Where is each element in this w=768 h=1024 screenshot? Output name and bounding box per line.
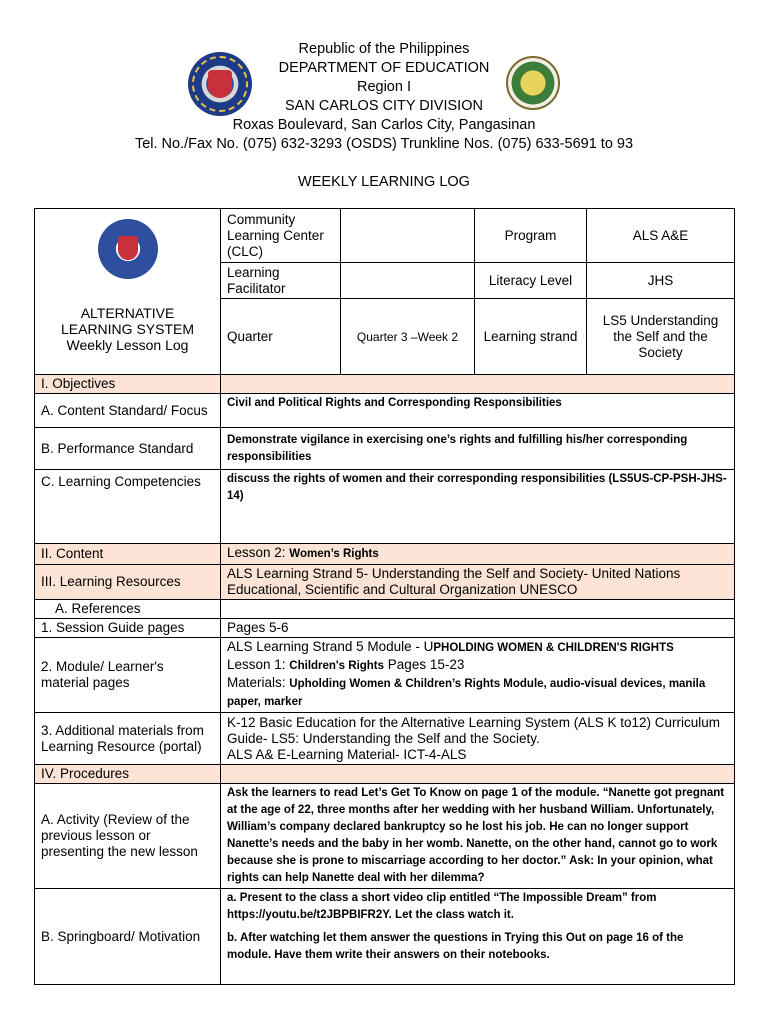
clc-value — [341, 209, 475, 263]
performance-standard-value: Demonstrate vigilance in exercising one’s rights and fulfilling his/her corresponding responsibilities — [221, 428, 735, 470]
module-materials-label: Materials: — [227, 675, 290, 690]
quarter-label: Quarter — [221, 299, 341, 375]
resources-heading: III. Learning Resources — [35, 565, 221, 600]
session-guide-value: Pages 5-6 — [221, 619, 735, 638]
strand-value: LS5 Understanding the Self and the Society — [587, 299, 735, 375]
references-label: A. References — [35, 600, 221, 619]
als-title-line1: ALTERNATIVE — [80, 305, 175, 321]
objectives-heading: I. Objectives — [35, 375, 221, 394]
header-line-division: SAN CARLOS CITY DIVISION — [285, 98, 483, 114]
literacy-value: JHS — [587, 263, 735, 299]
header-line-department: DEPARTMENT OF EDUCATION — [278, 60, 490, 76]
procedures-heading: IV. Procedures — [35, 765, 221, 784]
springboard-step-a: a. Present to the class a short video clip entitled “The Impossible Dream” from https://youtu.be/t2JBPBIFR2Y. Let the class watch it. — [227, 892, 657, 921]
additional-materials-value — [221, 713, 735, 765]
als-logo-cell — [35, 209, 221, 375]
resources-value: ALS Learning Strand 5- Understanding the Self and Society- United Nations Educational, Scientific and Cultural Organization UNESCO — [221, 565, 735, 600]
objectives-value — [221, 375, 735, 394]
learning-log-table — [34, 208, 735, 985]
module-title-prefix: ALS Learning Strand 5 Module - U — [227, 639, 434, 654]
module-lesson-prefix: Lesson 1: — [227, 657, 290, 672]
als-title-line2: LEARNING SYSTEM — [60, 321, 195, 337]
literacy-label: Literacy Level — [475, 263, 587, 299]
clc-label: Community Learning Center (CLC) — [221, 209, 341, 263]
header-line-phone: Tel. No./Fax No. (075) 632-3293 (OSDS) Trunkline Nos. (075) 633-5691 to 93 — [134, 136, 634, 152]
competencies-label: C. Learning Competencies — [35, 470, 221, 544]
additional-materials-line2: ALS A& E-Learning Material- ICT-4-ALS — [227, 746, 467, 762]
quarter-value: Quarter 3 –Week 2 — [341, 299, 475, 375]
program-label: Program — [475, 209, 587, 263]
module-title-rest: PHOLDING WOMEN & CHILDREN'S RIGHTS — [433, 642, 674, 654]
additional-materials-label: 3. Additional materials from Learning Resource (portal) — [35, 713, 221, 765]
strand-label: Learning strand — [475, 299, 587, 375]
program-value: ALS A&E — [587, 209, 735, 263]
springboard-step-b: b. After watching let them answer the questions in Trying this Out on page 16 of the module. Have them write their answers on their notebooks. — [227, 932, 684, 961]
springboard-label: B. Springboard/ Motivation — [35, 889, 221, 985]
header-line-region: Region I — [356, 79, 411, 95]
competencies-value: discuss the rights of women and their corresponding responsibilities (LS5US-CP-PSH-JHS-14) — [221, 470, 735, 544]
als-title-line3: Weekly Lesson Log — [66, 337, 189, 353]
module-label: 2. Module/ Learner's material pages — [35, 638, 221, 713]
session-guide-label: 1. Session Guide pages — [35, 619, 221, 638]
content-heading: II. Content — [35, 544, 221, 565]
additional-materials-line1: K-12 Basic Education for the Alternative Learning System (ALS K to12) Curriculum Guide- LS5: Understanding the Self and the Society. — [227, 714, 720, 746]
performance-standard-label: B. Performance Standard — [35, 428, 221, 470]
module-lesson-title: Children's Rights — [289, 660, 385, 672]
activity-label: A. Activity (Review of the previous lesson or presenting the new lesson — [35, 784, 221, 889]
springboard-value — [221, 889, 735, 985]
deped-logo-icon — [98, 219, 158, 279]
header-line-address: Roxas Boulevard, San Carlos City, Pangasinan — [232, 117, 536, 133]
document-title: WEEKLY LEARNING LOG — [298, 174, 470, 190]
content-lesson-title: Women’s Rights — [289, 548, 379, 560]
content-standard-value: Civil and Political Rights and Corresponding Responsibilities — [221, 394, 735, 428]
module-value — [221, 638, 735, 713]
module-lesson-pages: Pages 15-23 — [384, 657, 465, 672]
procedures-value — [221, 765, 735, 784]
content-lesson — [221, 544, 735, 565]
content-standard-label: A. Content Standard/ Focus — [35, 394, 221, 428]
content-lesson-prefix: Lesson 2: — [227, 545, 290, 560]
facilitator-label: Learning Facilitator — [221, 263, 341, 299]
activity-value: Ask the learners to read Let’s Get To Know on page 1 of the module. “Nanette got pregnant at the age of 22, three months after her wedding with her husband William. Unfortunately, William’s company declared bankruptcy so he lost his job. He can no longer support Nanette’s needs and the baby in her womb. Nanette, on the other hand, cannot go to work because she is prone to miscarriage according to her doctor.” Ask: In your opinion, what rights can help Nanette deal with her dilemma? — [221, 784, 735, 889]
facilitator-value — [341, 263, 475, 299]
module-materials-value: Upholding Women & Children’s Rights Module, audio-visual devices, manila paper, marker — [227, 678, 706, 708]
references-value — [221, 600, 735, 619]
header-line-republic: Republic of the Philippines — [298, 41, 470, 57]
document-header — [0, 40, 768, 154]
